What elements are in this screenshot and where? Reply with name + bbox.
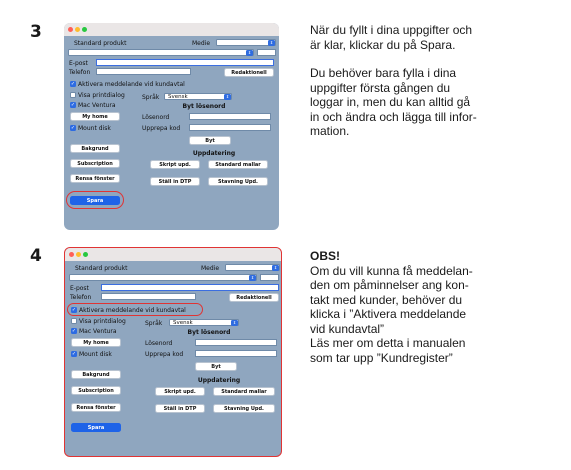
background-button[interactable]: Bakgrund — [71, 370, 121, 379]
media-select[interactable] — [216, 39, 276, 46]
repeat-code-field[interactable] — [189, 124, 271, 131]
obs-heading: OBS! — [310, 249, 340, 263]
spelling-update-button[interactable]: Stavning Upd. — [213, 404, 275, 413]
minimize-window-icon[interactable] — [76, 252, 81, 257]
close-window-icon[interactable] — [69, 252, 74, 257]
product-select[interactable] — [69, 274, 257, 281]
password-field[interactable] — [195, 339, 277, 346]
email-label: E-post — [70, 285, 89, 292]
activate-notify-checkbox[interactable]: ✓ — [70, 81, 76, 87]
mac-ventura-label: Mac Ventura — [79, 328, 117, 335]
product-label: Standard produkt — [74, 40, 127, 47]
password-label: Lösenord — [145, 340, 173, 347]
language-label: Språk — [145, 320, 163, 327]
chevron-updown-icon: ⇕ — [232, 320, 237, 325]
printdialog-checkbox[interactable] — [71, 318, 77, 324]
chevron-updown-icon: ⇕ — [273, 265, 278, 270]
change-password-header: Byt lösenord — [182, 103, 226, 110]
set-in-dtp-button[interactable]: Ställ in DTP — [150, 177, 200, 186]
clear-windows-button[interactable]: Rensa fönster — [71, 403, 121, 412]
update-header: Uppdatering — [197, 377, 241, 384]
title-bar — [64, 23, 279, 36]
step-number-4: 4 — [30, 246, 42, 266]
settings-window-step-4 — [64, 247, 282, 457]
save-button[interactable]: Spara — [71, 423, 121, 432]
save-highlight-oval — [66, 191, 124, 209]
zoom-window-icon[interactable] — [82, 27, 87, 32]
redaktionell-button[interactable]: Redaktionell — [229, 293, 279, 302]
password-label: Lösenord — [142, 114, 170, 121]
zoom-window-icon[interactable] — [83, 252, 88, 257]
activate-notify-checkbox[interactable]: ✓ — [71, 307, 77, 313]
script-update-button[interactable]: Skript upd. — [150, 160, 200, 169]
change-password-header: Byt lösenord — [187, 329, 231, 336]
activate-notify-label: Aktivera meddelande vid kundavtal — [78, 81, 185, 88]
printdialog-label: Visa printdialog — [79, 318, 126, 325]
step-3-paragraph-1: När du fyllt i dina uppgifter och är klar, klickar du på Spara. — [310, 23, 473, 52]
standard-templates-button[interactable]: Standard mallar — [213, 387, 275, 396]
email-field[interactable] — [96, 59, 274, 66]
byt-button[interactable]: Byt — [189, 136, 231, 145]
script-update-button[interactable]: Skript upd. — [155, 387, 205, 396]
repeat-code-field[interactable] — [195, 350, 277, 357]
set-in-dtp-button[interactable]: Ställ in DTP — [155, 404, 205, 413]
password-field[interactable] — [189, 113, 271, 120]
spelling-update-button[interactable]: Stavning Upd. — [208, 177, 268, 186]
redaktionell-button[interactable]: Redaktionell — [224, 68, 274, 77]
email-label: E-post — [69, 60, 88, 67]
step-number-3: 3 — [30, 22, 42, 42]
step-4-paragraph: Om du vill kunna få meddelan- den om påminnelser ang kon- takt med kunder, behöver du klicka i ”Aktivera meddelande vid kundavtal” Läs mer om detta i manualen som tar upp ”Kundregister” — [310, 263, 473, 365]
language-value: Svensk — [173, 320, 193, 326]
phone-label: Telefon — [70, 294, 92, 301]
repeat-code-label: Upprepa kod — [145, 351, 184, 358]
product-select[interactable] — [68, 49, 254, 56]
close-window-icon[interactable] — [68, 27, 73, 32]
my-home-button[interactable]: My home — [71, 338, 121, 347]
media-select[interactable] — [225, 264, 280, 271]
product-number-field[interactable] — [260, 274, 279, 281]
email-field[interactable] — [101, 284, 279, 291]
step-3-text — [310, 23, 565, 153]
mac-ventura-label: Mac Ventura — [78, 102, 116, 109]
settings-window-step-3 — [64, 23, 279, 230]
repeat-code-label: Upprepa kod — [142, 125, 181, 132]
mount-disk-checkbox[interactable]: ✓ — [71, 351, 77, 357]
activate-notify-highlight-oval — [67, 303, 203, 316]
chevron-updown-icon: ⇕ — [247, 50, 252, 55]
phone-field[interactable] — [96, 68, 191, 75]
standard-templates-button[interactable]: Standard mallar — [208, 160, 268, 169]
chevron-updown-icon: ⇕ — [250, 275, 255, 280]
mount-disk-checkbox[interactable]: ✓ — [70, 125, 76, 131]
my-home-button[interactable]: My home — [70, 112, 120, 121]
background-button[interactable]: Bakgrund — [70, 144, 120, 153]
subscription-button[interactable]: Subscription — [70, 159, 120, 168]
chevron-updown-icon: ⇕ — [269, 40, 274, 45]
mount-disk-label: Mount disk — [79, 351, 112, 358]
language-select[interactable] — [164, 93, 232, 100]
printdialog-label: Visa printdialog — [78, 92, 125, 99]
activate-notify-label: Aktivera meddelande vid kundavtal — [79, 307, 186, 314]
media-label: Medie — [192, 40, 211, 47]
phone-label: Telefon — [69, 69, 91, 76]
phone-field[interactable] — [101, 293, 196, 300]
step-3-paragraph-2: Du behöver bara fylla i dina uppgifter första gången du loggar in, men du kan alltid gå in och ändra och lägga till infor- mation. — [310, 66, 477, 138]
chevron-updown-icon: ⇕ — [225, 94, 230, 99]
byt-button[interactable]: Byt — [195, 362, 237, 371]
step-4-text — [310, 249, 565, 365]
mac-ventura-checkbox[interactable]: ✓ — [71, 328, 77, 334]
clear-windows-button[interactable]: Rensa fönster — [70, 174, 120, 183]
printdialog-checkbox[interactable] — [70, 92, 76, 98]
title-bar — [65, 248, 281, 261]
language-select[interactable] — [169, 319, 239, 326]
update-header: Uppdatering — [192, 150, 236, 157]
minimize-window-icon[interactable] — [75, 27, 80, 32]
media-label: Medie — [201, 265, 220, 272]
product-number-field[interactable] — [257, 49, 276, 56]
save-button[interactable]: Spara — [70, 196, 120, 205]
language-value: Svensk — [168, 94, 188, 100]
subscription-button[interactable]: Subscription — [71, 386, 121, 395]
mount-disk-label: Mount disk — [78, 125, 111, 132]
language-label: Språk — [142, 94, 160, 101]
mac-ventura-checkbox[interactable]: ✓ — [70, 102, 76, 108]
product-label: Standard produkt — [75, 265, 128, 272]
